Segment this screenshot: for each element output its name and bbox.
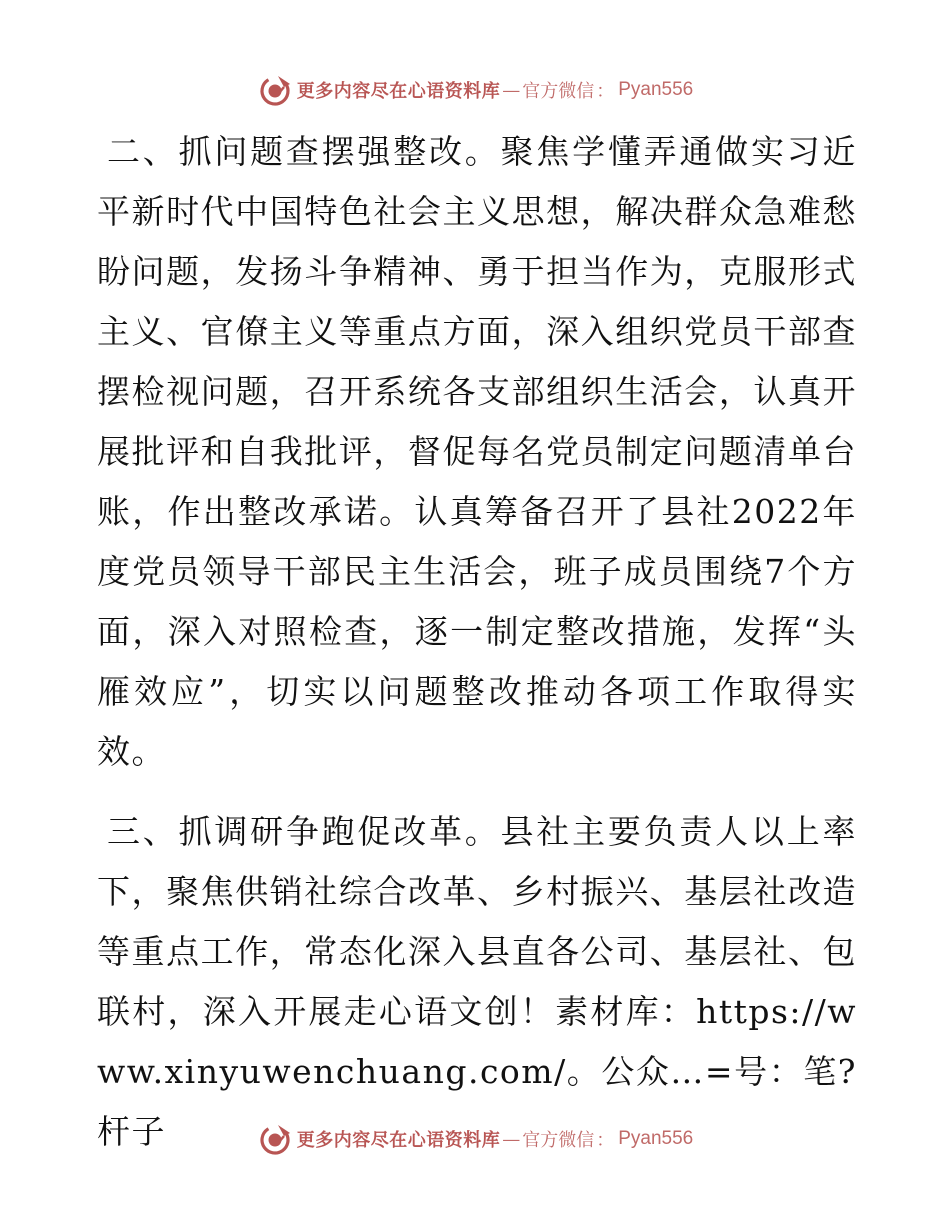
footer-wechat-label: 官方微信 bbox=[522, 1130, 595, 1151]
footer-separator: — bbox=[502, 1128, 521, 1150]
paragraph-research-reform: 三、抓调研争跑促改革。县社主要负责人以上率下，聚焦供销社综合改革、乡村振兴、基层社改造等重点工作，常态化深入县直各公司、基层社、包联村，深入开展走心语文创！素材库：https://www.xinyuwenchuang.com/。公众…=号：笔?杆子 bbox=[97, 812, 857, 1151]
footer-wechat-id: Pyan556 bbox=[618, 1128, 694, 1149]
header-separator: — bbox=[502, 79, 521, 101]
footer-watermark-banner bbox=[0, 1119, 950, 1159]
footer-colon: ： bbox=[596, 1130, 615, 1151]
document-body bbox=[97, 122, 857, 1162]
header-colon: ： bbox=[596, 81, 615, 102]
header-site-text: 更多内容尽在心语资料库 bbox=[296, 81, 501, 102]
header-wechat-label: 官方微信 bbox=[522, 81, 595, 102]
header-watermark-banner bbox=[0, 70, 950, 110]
header-wechat-id: Pyan556 bbox=[618, 79, 694, 100]
xinyu-logo-icon bbox=[257, 72, 293, 108]
footer-site-text: 更多内容尽在心语资料库 bbox=[296, 1130, 501, 1151]
xinyu-logo-icon bbox=[257, 1121, 293, 1157]
paragraph-problem-rectification: 二、抓问题查摆强整改。聚焦学懂弄通做实习近平新时代中国特色社会主义思想，解决群众急难愁盼问题，发扬斗争精神、勇于担当作为，克服形式主义、官僚主义等重点方面，深入组织党员干部查摆检视问题，召开系统各支部组织生活会，认真开展批评和自我批评，督促每名党员制定问题清单台账，作出整改承诺。认真筹备召开了县社2022年度党员领导干部民主生活会，班子成员围绕7个方面，深入对照检查，逐一制定整改措施，发挥“头雁效应”，切实以问题整改推动各项工作取得实效。 bbox=[97, 132, 857, 771]
